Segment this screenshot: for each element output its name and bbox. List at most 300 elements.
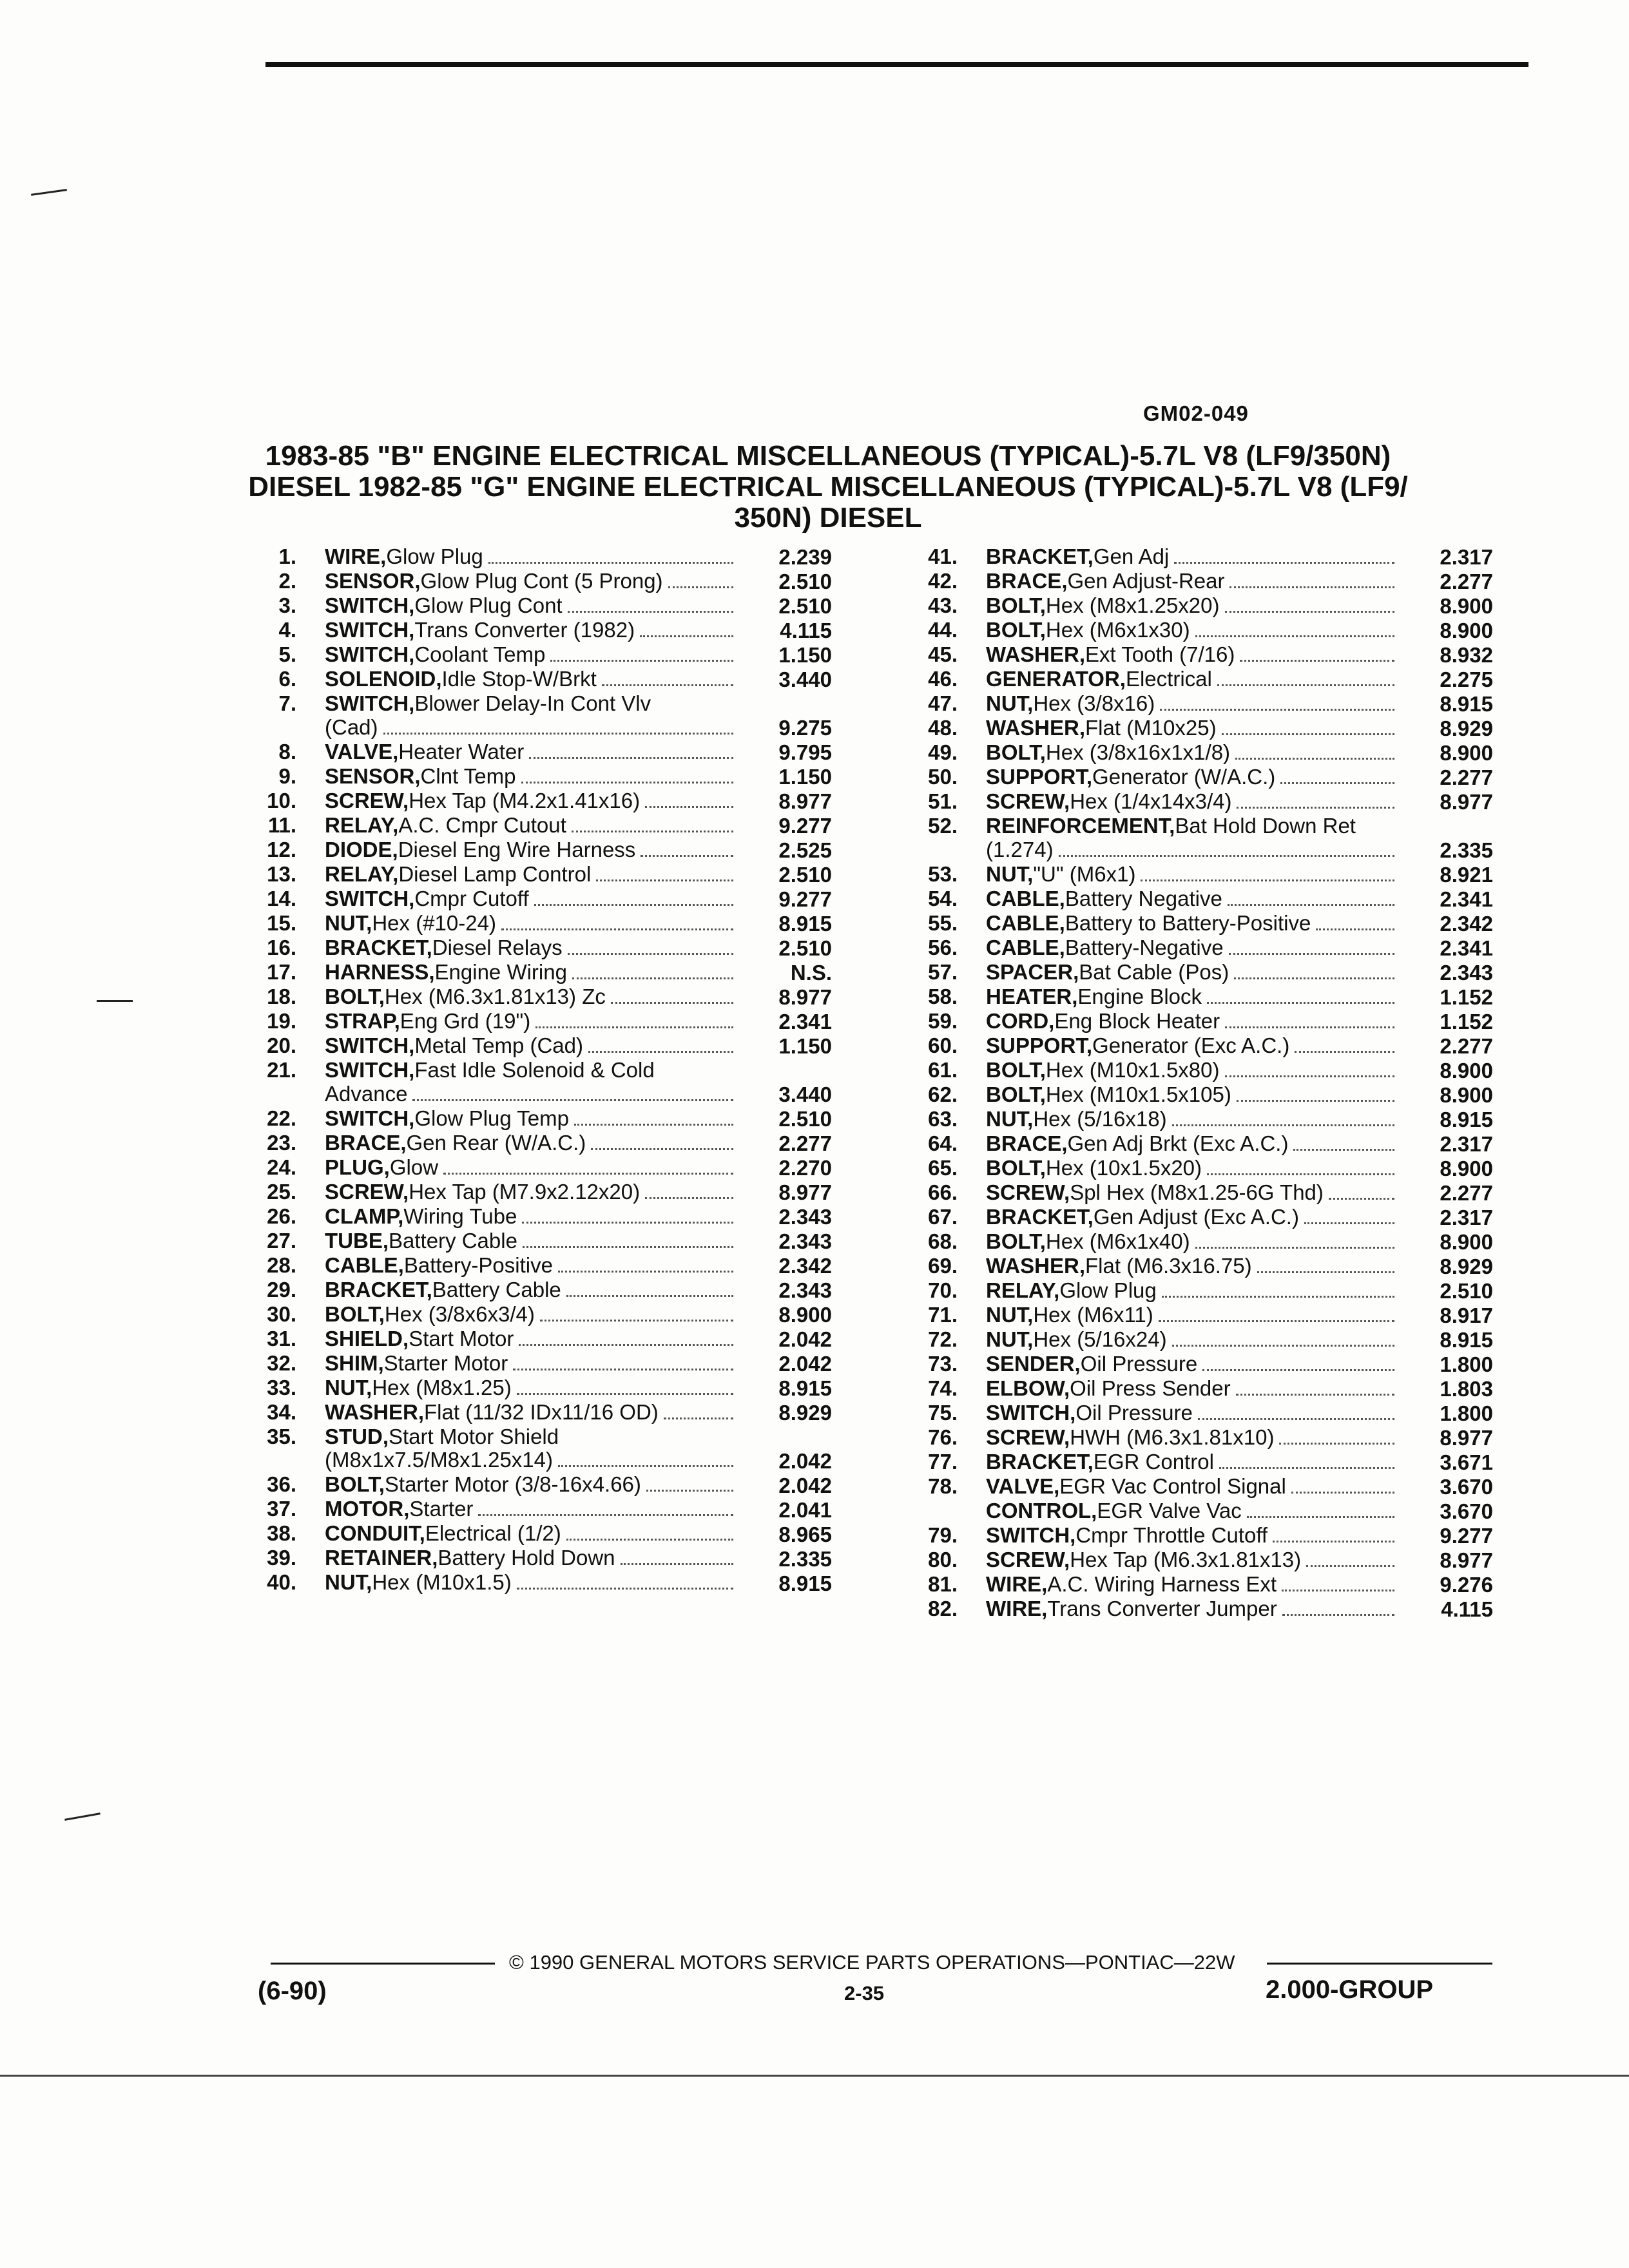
item-number: 63. (928, 1106, 958, 1131)
group-number: 2.343 (1440, 961, 1493, 985)
parts-list-item (254, 838, 832, 863)
part-name: CONDUIT, (325, 1522, 425, 1546)
item-number: 1. (278, 544, 296, 568)
item-number: 21. (267, 1057, 296, 1082)
item-description (986, 1254, 1400, 1279)
parts-list-item (254, 619, 832, 643)
item-description (325, 1376, 738, 1401)
item-description (986, 545, 1400, 570)
item-description (986, 1132, 1400, 1157)
group-number: 8.932 (1440, 643, 1493, 668)
parts-list-right (915, 545, 1493, 1622)
part-detail: Oil Press Sender (1070, 1376, 1231, 1400)
item-description (325, 1107, 738, 1131)
dot-leader (1329, 1198, 1394, 1200)
part-name: SWITCH, (325, 1058, 415, 1082)
part-detail: Wiring Tube (403, 1204, 517, 1228)
dot-leader (529, 757, 733, 759)
group-number: 2.510 (778, 863, 832, 887)
dot-leader (588, 1051, 733, 1053)
item-description (325, 912, 738, 936)
item-number: 38. (267, 1521, 296, 1546)
part-detail: Hex (3/8x16) (1033, 692, 1155, 715)
group-number: 9.275 (778, 716, 832, 740)
item-description (325, 1425, 738, 1474)
item-description (325, 1352, 738, 1376)
part-name: SCREW, (986, 1180, 1070, 1204)
parts-list-item (915, 1328, 1493, 1352)
part-detail: Gen Adjust-Rear (1067, 570, 1225, 593)
parts-list-item (915, 1279, 1493, 1303)
part-detail: Diesel Lamp Control (398, 862, 592, 886)
item-number: 49. (928, 740, 958, 764)
dot-leader (517, 1393, 733, 1395)
group-number: 2.317 (1440, 545, 1493, 570)
group-number: 8.900 (1440, 1157, 1493, 1180)
group-number: 2.042 (778, 1327, 832, 1351)
part-name: SENDER, (986, 1352, 1081, 1376)
parts-list-left (254, 545, 832, 1595)
part-detail: EGR Valve Vac (1097, 1499, 1242, 1523)
part-name: RETAINER, (325, 1546, 438, 1570)
item-number: 16. (267, 935, 296, 959)
part-name: SCREW, (986, 1548, 1070, 1571)
dot-leader (1198, 1418, 1394, 1420)
group-number: 2.510 (778, 936, 832, 960)
item-number: 39. (267, 1546, 296, 1570)
part-name: HEATER, (986, 985, 1078, 1008)
item-description (325, 936, 738, 961)
item-number: 32. (267, 1350, 296, 1375)
footer-group: 2.000-GROUP (1266, 1975, 1434, 2004)
parts-list-item (915, 643, 1493, 668)
part-name: WASHER, (986, 1254, 1086, 1278)
part-detail: Start Motor (409, 1327, 514, 1350)
group-number: 2.343 (778, 1204, 832, 1229)
part-name: RELAY, (986, 1278, 1060, 1302)
item-number: 78. (928, 1474, 958, 1498)
item-description (325, 594, 738, 619)
item-number: 26. (267, 1204, 296, 1228)
item-number: 55. (928, 910, 958, 935)
group-number: 2.277 (778, 1131, 832, 1155)
item-description (325, 692, 738, 740)
dot-leader (596, 879, 733, 881)
dot-leader (558, 1271, 733, 1273)
part-detail-continued: Advance (325, 1082, 408, 1106)
item-number: 37. (267, 1497, 296, 1521)
dot-leader (1172, 1345, 1394, 1347)
parts-list-item (254, 1546, 832, 1571)
item-number: 41. (928, 544, 958, 568)
group-number: 8.929 (1440, 716, 1493, 741)
parts-list-item (915, 1573, 1493, 1597)
item-description (325, 545, 738, 570)
group-number: 1.803 (1440, 1377, 1493, 1401)
item-number: 34. (267, 1399, 296, 1424)
part-detail: Battery-Negative (1065, 936, 1224, 959)
item-description (986, 1206, 1400, 1230)
dot-leader (1207, 1002, 1394, 1004)
parts-list-item (915, 887, 1493, 912)
parts-list-item (915, 1499, 1493, 1524)
group-number: 2.041 (778, 1497, 832, 1522)
item-description (986, 961, 1400, 985)
parts-list-item (254, 887, 832, 912)
item-description (325, 1546, 738, 1571)
margin-mark (64, 1812, 101, 1821)
part-detail: Coolant Temp (414, 643, 546, 666)
parts-list-item (254, 1156, 832, 1180)
parts-list-item (915, 1010, 1493, 1034)
parts-list-item (254, 863, 832, 887)
item-number: 67. (928, 1204, 958, 1229)
part-name: RELAY, (325, 862, 399, 886)
group-number: 2.341 (1440, 936, 1493, 960)
part-detail: Engine Block (1077, 985, 1202, 1008)
part-name: BRACKET, (986, 1205, 1094, 1229)
dot-leader (522, 1222, 733, 1224)
part-detail: Engine Wiring (434, 960, 567, 984)
part-detail: Starter Motor (3/8-16x4.66) (384, 1473, 641, 1497)
dot-leader (1195, 635, 1394, 637)
part-detail-continued: (M8x1x7.5/M8x1.25x14) (325, 1448, 553, 1472)
item-number: 33. (267, 1375, 296, 1399)
part-detail: Glow Plug Cont (5 Prong) (420, 570, 663, 593)
item-description (325, 1010, 738, 1034)
dot-leader (535, 1026, 733, 1028)
parts-list-item (254, 1425, 832, 1474)
item-number: 52. (928, 814, 958, 838)
parts-list-item (254, 1180, 832, 1205)
item-description (986, 1401, 1400, 1426)
item-number: 54. (928, 886, 958, 910)
parts-list-item (915, 1524, 1493, 1548)
item-number: 14. (267, 886, 296, 910)
item-description (986, 1450, 1400, 1475)
part-detail: Idle Stop-W/Brkt (441, 668, 597, 691)
group-number: 8.915 (1440, 692, 1493, 716)
item-description (325, 961, 738, 985)
item-number: 20. (267, 1033, 296, 1057)
item-number: 35. (267, 1424, 296, 1448)
group-number: 2.277 (1440, 570, 1493, 594)
item-number: 29. (267, 1277, 296, 1302)
part-name: SWITCH, (325, 619, 415, 642)
part-name: VALVE, (325, 740, 399, 764)
part-detail: Start Motor Shield (389, 1425, 559, 1448)
dot-leader (664, 1418, 733, 1419)
part-detail: Oil Pressure (1080, 1352, 1198, 1376)
parts-list-item (254, 692, 832, 740)
parts-list-item (915, 1450, 1493, 1475)
item-number: 2. (278, 569, 296, 593)
part-name: NUT, (986, 1303, 1034, 1327)
item-description (986, 1548, 1400, 1573)
group-number: 3.440 (778, 1082, 832, 1106)
item-description (986, 1475, 1400, 1499)
item-number: 79. (928, 1523, 958, 1547)
part-detail: Hex (3/8x16x1x1/8) (1045, 741, 1231, 764)
group-number: 8.977 (778, 1180, 832, 1204)
group-number: 2.042 (778, 1351, 832, 1376)
parts-list-item (915, 1034, 1493, 1059)
part-name: SCREW, (986, 790, 1070, 813)
item-description (986, 1303, 1400, 1328)
part-name: WIRE, (986, 1597, 1048, 1620)
group-number: 1.152 (1440, 1010, 1493, 1033)
item-description (986, 863, 1400, 887)
dot-leader (1237, 1100, 1394, 1102)
part-detail: Starter (409, 1497, 474, 1521)
item-description (986, 1181, 1400, 1206)
parts-list-item (915, 1254, 1493, 1279)
group-number: 8.917 (1440, 1303, 1493, 1327)
item-number: 44. (928, 618, 958, 642)
parts-list-item (254, 1034, 832, 1059)
group-number: 4.115 (780, 619, 832, 643)
part-detail: Battery Hold Down (438, 1546, 615, 1570)
top-rule (265, 62, 1528, 67)
parts-list-item (254, 1131, 832, 1156)
item-description (325, 814, 738, 838)
part-detail: A.C. Cmpr Cutout (398, 813, 566, 837)
item-number: 45. (928, 642, 958, 666)
dot-leader (412, 1099, 733, 1101)
group-number: 8.915 (778, 1571, 832, 1595)
dot-leader (602, 684, 733, 686)
document-id: GM02-049 (1143, 401, 1249, 425)
dot-leader (1247, 1516, 1394, 1518)
dot-leader (1316, 928, 1394, 930)
group-number: 9.277 (778, 887, 832, 911)
item-number: 61. (928, 1057, 958, 1082)
dot-leader (1159, 1320, 1394, 1322)
group-number: 2.270 (778, 1155, 832, 1180)
parts-list-item (915, 912, 1493, 936)
dot-leader (1280, 782, 1394, 784)
item-description (986, 692, 1400, 716)
dot-leader (478, 1514, 733, 1516)
parts-list-item (915, 1108, 1493, 1132)
part-detail-continued: (Cad) (325, 715, 378, 739)
parts-list-item (915, 1157, 1493, 1181)
part-detail: Hex (M6x11) (1033, 1303, 1153, 1327)
item-number: 9. (278, 764, 296, 788)
item-number: 75. (928, 1400, 958, 1425)
part-name: SCREW, (325, 789, 409, 812)
item-description (986, 936, 1400, 961)
group-number: 8.929 (778, 1400, 832, 1425)
part-detail: Diesel Relays (432, 936, 563, 959)
item-number: 43. (928, 593, 958, 617)
part-name: VALVE, (986, 1474, 1060, 1498)
item-description (325, 838, 738, 863)
part-name: ELBOW, (986, 1376, 1070, 1400)
part-detail: Hex (M10x1.5x105) (1045, 1082, 1231, 1106)
dot-leader (566, 1295, 733, 1297)
part-detail: Hex (M8x1.25x20) (1045, 594, 1220, 617)
group-number: 2.239 (778, 545, 832, 570)
part-detail: Flat (M10x25) (1085, 716, 1217, 740)
group-number: 9.795 (778, 740, 832, 764)
parts-list-item (915, 765, 1493, 790)
part-name: CORD, (986, 1009, 1055, 1033)
part-name: WASHER, (986, 643, 1086, 666)
group-number: 8.977 (778, 985, 832, 1009)
part-name: SWITCH, (986, 1523, 1076, 1547)
parts-list-item (254, 1205, 832, 1229)
parts-list-item (254, 1059, 832, 1107)
item-description (986, 1597, 1400, 1622)
part-detail-continued: (1.274) (986, 838, 1054, 861)
title-line: 350N) DIESEL (734, 502, 922, 533)
item-description (986, 668, 1400, 692)
part-name: BRACKET, (986, 545, 1094, 568)
group-number: 8.977 (1440, 790, 1493, 814)
part-name: NUT, (325, 911, 372, 935)
parts-list-item (254, 814, 832, 838)
group-number: 8.900 (1440, 1083, 1493, 1107)
group-number: 9.276 (1440, 1573, 1493, 1597)
dot-leader (521, 782, 734, 783)
item-number: 46. (928, 667, 958, 691)
group-number: 9.277 (778, 814, 832, 838)
part-name: BOLT, (986, 1058, 1046, 1082)
part-name: CABLE, (325, 1253, 404, 1277)
part-detail: Battery to Battery-Positive (1065, 911, 1311, 935)
dot-leader (646, 1490, 733, 1492)
part-name: BOLT, (986, 741, 1046, 764)
group-number: 8.977 (1440, 1548, 1493, 1572)
group-number: N.S. (790, 961, 832, 985)
dot-leader (1229, 953, 1394, 955)
part-name: SOLENOID, (325, 668, 442, 691)
part-name: BRACE, (986, 570, 1068, 593)
dot-leader (668, 586, 733, 588)
page-number: 2-35 (844, 1982, 885, 2004)
group-number: 8.977 (778, 789, 832, 813)
item-number: 40. (267, 1570, 296, 1595)
group-number: 8.900 (1440, 1230, 1493, 1254)
item-number: 70. (928, 1278, 958, 1302)
item-number: 71. (928, 1302, 958, 1327)
item-description (986, 594, 1400, 619)
dot-leader (1293, 1149, 1394, 1151)
part-name: WIRE, (325, 545, 387, 568)
part-detail: Oil Pressure (1075, 1401, 1193, 1425)
parts-list-item (915, 741, 1493, 765)
part-detail: Trans Converter (1982) (414, 619, 635, 642)
item-description (986, 912, 1400, 936)
dot-leader (1237, 807, 1394, 809)
dot-leader (1219, 1467, 1394, 1469)
dot-leader (383, 733, 733, 735)
item-number: 53. (928, 861, 958, 886)
part-detail: Battery Cable (432, 1278, 561, 1302)
group-number: 2.341 (1440, 887, 1493, 911)
dot-leader (443, 1173, 733, 1175)
part-detail: Electrical (1/2) (425, 1522, 561, 1546)
item-number: 64. (928, 1131, 958, 1155)
part-name: CABLE, (986, 911, 1065, 935)
part-name: BOLT, (986, 1229, 1046, 1253)
parts-list-item (254, 570, 832, 594)
part-detail: Glow (389, 1155, 439, 1179)
parts-list-item (254, 985, 832, 1010)
item-number: 48. (928, 716, 958, 740)
item-description (325, 1034, 738, 1059)
dot-leader (1304, 1222, 1394, 1224)
dot-leader (550, 660, 733, 662)
part-detail: Bat Hold Down Ret (1175, 814, 1356, 838)
part-name: SCREW, (325, 1180, 409, 1204)
item-number: 8. (278, 739, 296, 764)
group-number: 8.915 (1440, 1328, 1493, 1352)
part-detail: Electrical (1125, 668, 1212, 691)
dot-leader (611, 1002, 733, 1004)
dot-leader (517, 1588, 733, 1590)
title-line: DIESEL 1982-85 "G" ENGINE ELECTRICAL MISCELLANEOUS (TYPICAL)-5.7L V8 (LF9/ (248, 471, 1408, 503)
part-name: SWITCH, (325, 1033, 415, 1057)
item-number: 31. (267, 1326, 296, 1350)
item-description (325, 1131, 738, 1156)
parts-list-item (254, 1229, 832, 1254)
parts-list-item (254, 1571, 832, 1595)
part-name: SWITCH, (325, 1106, 415, 1130)
parts-list-item (254, 1010, 832, 1034)
item-number: 51. (928, 789, 958, 813)
group-number: 2.343 (778, 1229, 832, 1253)
part-detail: Trans Converter Jumper (1047, 1597, 1277, 1620)
dot-leader (566, 1539, 733, 1541)
item-description (325, 570, 738, 594)
item-number: 76. (928, 1425, 958, 1449)
item-description (325, 1327, 738, 1352)
group-number: 8.915 (778, 1376, 832, 1400)
part-name: SUPPORT, (986, 1033, 1093, 1057)
dot-leader (1059, 855, 1394, 857)
dot-leader (534, 904, 733, 906)
dot-leader (1282, 1614, 1394, 1616)
item-number: 30. (267, 1302, 296, 1326)
part-name: GENERATOR, (986, 668, 1126, 691)
item-number: 82. (928, 1596, 958, 1620)
title-line: 1983-85 "B" ENGINE ELECTRICAL MISCELLANEOUS (TYPICAL)-5.7L V8 (LF9/350N) (265, 440, 1391, 472)
item-description (325, 1303, 738, 1327)
part-name: SPACER, (986, 960, 1079, 984)
part-name: CONTROL, (986, 1499, 1097, 1523)
parts-list-item (254, 643, 832, 668)
part-name: BOLT, (986, 619, 1046, 642)
item-description (325, 668, 738, 692)
item-description (986, 814, 1400, 863)
part-name: NUT, (986, 1107, 1034, 1131)
part-name: SHIM, (325, 1351, 384, 1375)
parts-list-item (254, 1473, 832, 1497)
item-number: 58. (928, 984, 958, 1008)
part-name: BOLT, (986, 1082, 1046, 1106)
dot-leader (1141, 879, 1394, 881)
part-detail: Gen Rear (W/A.C.) (406, 1131, 586, 1155)
group-number: 9.277 (1440, 1524, 1493, 1548)
part-name: SWITCH, (325, 643, 415, 666)
dot-leader (621, 1563, 733, 1565)
item-number: 69. (928, 1253, 958, 1278)
dot-leader (1225, 1026, 1394, 1028)
dot-leader (1225, 1075, 1395, 1077)
parts-list-item (254, 1352, 832, 1376)
